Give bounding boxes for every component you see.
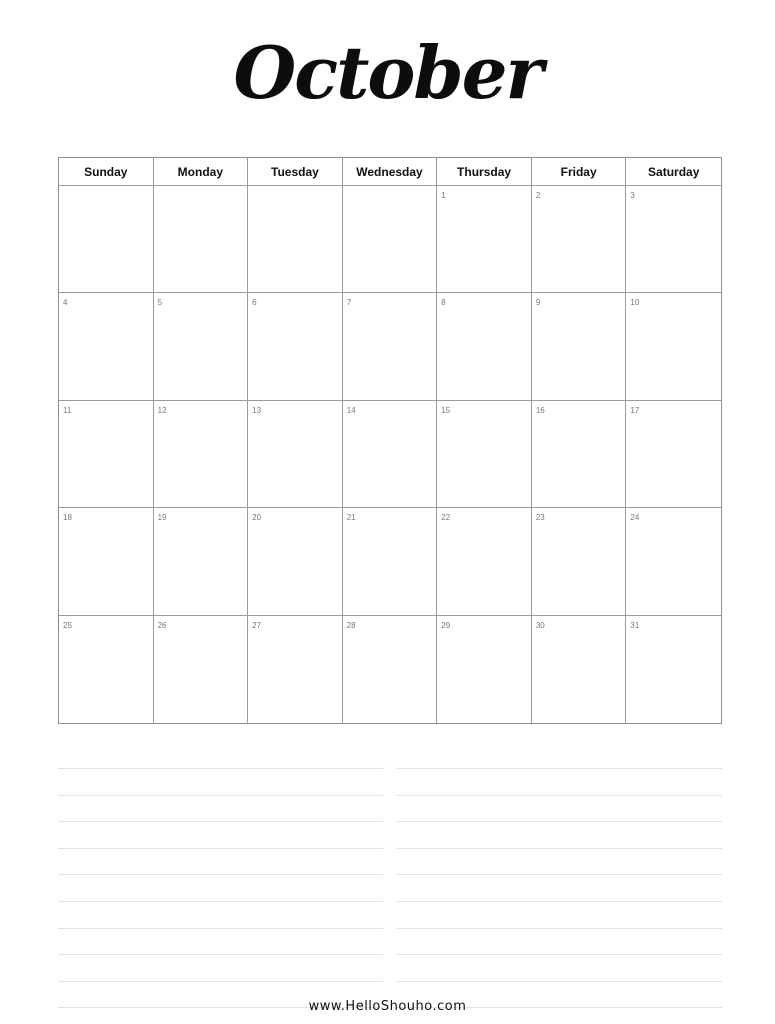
day-number: 6: [252, 298, 257, 308]
day-number: 21: [346, 513, 356, 523]
day-cell: [437, 616, 532, 723]
day-cell: [154, 401, 249, 508]
day-cell: [154, 293, 249, 400]
day-number: 15: [441, 405, 451, 415]
day-cell: [532, 293, 627, 400]
note-line: [58, 954, 383, 955]
weekday-header-monday: Monday: [154, 158, 249, 186]
footer-website: www.HelloShouho.com: [308, 999, 467, 1014]
day-number: 22: [441, 513, 451, 523]
day-number: 9: [535, 298, 541, 308]
day-number: 11: [63, 405, 72, 415]
note-line: [396, 901, 722, 902]
day-cell: [59, 616, 154, 723]
day-number: 16: [535, 405, 545, 415]
note-line: [396, 795, 722, 796]
day-cell: [59, 508, 154, 615]
day-number: 18: [63, 513, 72, 523]
note-line: [396, 954, 722, 955]
day-cell: [626, 616, 721, 723]
note-line: [396, 874, 722, 875]
weekday-header-wednesday: Wednesday: [343, 158, 438, 186]
note-line: [58, 901, 383, 902]
day-number: 23: [535, 513, 545, 523]
day-number: 28: [346, 620, 356, 630]
calendar-grid: [58, 157, 722, 724]
day-number: 10: [630, 298, 640, 308]
day-cell: [437, 293, 532, 400]
note-line: [396, 821, 722, 822]
day-cell: [154, 508, 249, 615]
day-cell: [532, 508, 627, 615]
day-cell: [626, 186, 721, 293]
day-cell: [248, 186, 343, 293]
day-number: 19: [157, 513, 167, 523]
day-cell: [626, 293, 721, 400]
note-line: [58, 795, 383, 796]
day-number: 12: [157, 405, 167, 415]
note-line: [58, 928, 383, 929]
day-number: 24: [630, 513, 640, 523]
note-line: [58, 768, 383, 769]
note-line: [396, 848, 722, 849]
day-number: 30: [535, 620, 545, 630]
day-number: 3: [630, 191, 635, 200]
weekday-header-sunday: Sunday: [59, 158, 154, 186]
day-cell: [59, 401, 154, 508]
day-number: 31: [630, 620, 640, 630]
day-number: 25: [63, 620, 72, 630]
weekday-header-thursday: Thursday: [437, 158, 532, 186]
day-cell: [343, 293, 438, 400]
note-line: [58, 848, 383, 849]
weekday-header-tuesday: Tuesday: [248, 158, 343, 186]
day-cell: [437, 186, 532, 293]
weekday-header-friday: Friday: [532, 158, 627, 186]
day-cell: [154, 616, 249, 723]
day-number: 26: [157, 620, 167, 630]
day-number: 5: [157, 298, 163, 308]
notes-column-left: [58, 768, 383, 1008]
weekday-header-saturday: Saturday: [626, 158, 721, 186]
month-title: October: [233, 30, 542, 115]
day-number: 8: [441, 298, 446, 308]
day-cell: [626, 401, 721, 508]
note-line: [58, 874, 383, 875]
day-number: 2: [535, 191, 541, 200]
day-cell: [59, 186, 154, 293]
day-cell: [626, 508, 721, 615]
day-number: 13: [252, 405, 262, 415]
day-cell: [343, 616, 438, 723]
note-line: [396, 981, 722, 982]
notes-column-right: [396, 768, 722, 1008]
day-number: 14: [346, 405, 356, 415]
day-number: 7: [346, 298, 352, 308]
note-line: [58, 821, 383, 822]
day-number: 4: [63, 298, 68, 308]
day-cell: [248, 293, 343, 400]
day-cell: [154, 186, 249, 293]
day-cell: [248, 508, 343, 615]
day-cell: [343, 186, 438, 293]
day-cell: [532, 401, 627, 508]
day-cell: [59, 293, 154, 400]
note-line: [396, 928, 722, 929]
day-number: 17: [630, 405, 640, 415]
day-number: 27: [252, 620, 262, 630]
note-line: [58, 981, 383, 982]
day-cell: [343, 401, 438, 508]
day-cell: [248, 616, 343, 723]
note-line: [396, 768, 722, 769]
day-cell: [532, 616, 627, 723]
day-cell: [532, 186, 627, 293]
day-number: 29: [441, 620, 451, 630]
day-number: 20: [252, 513, 262, 523]
day-cell: [343, 508, 438, 615]
day-cell: [437, 508, 532, 615]
day-number: 1: [441, 191, 446, 200]
day-cell: [437, 401, 532, 508]
day-cell: [248, 401, 343, 508]
